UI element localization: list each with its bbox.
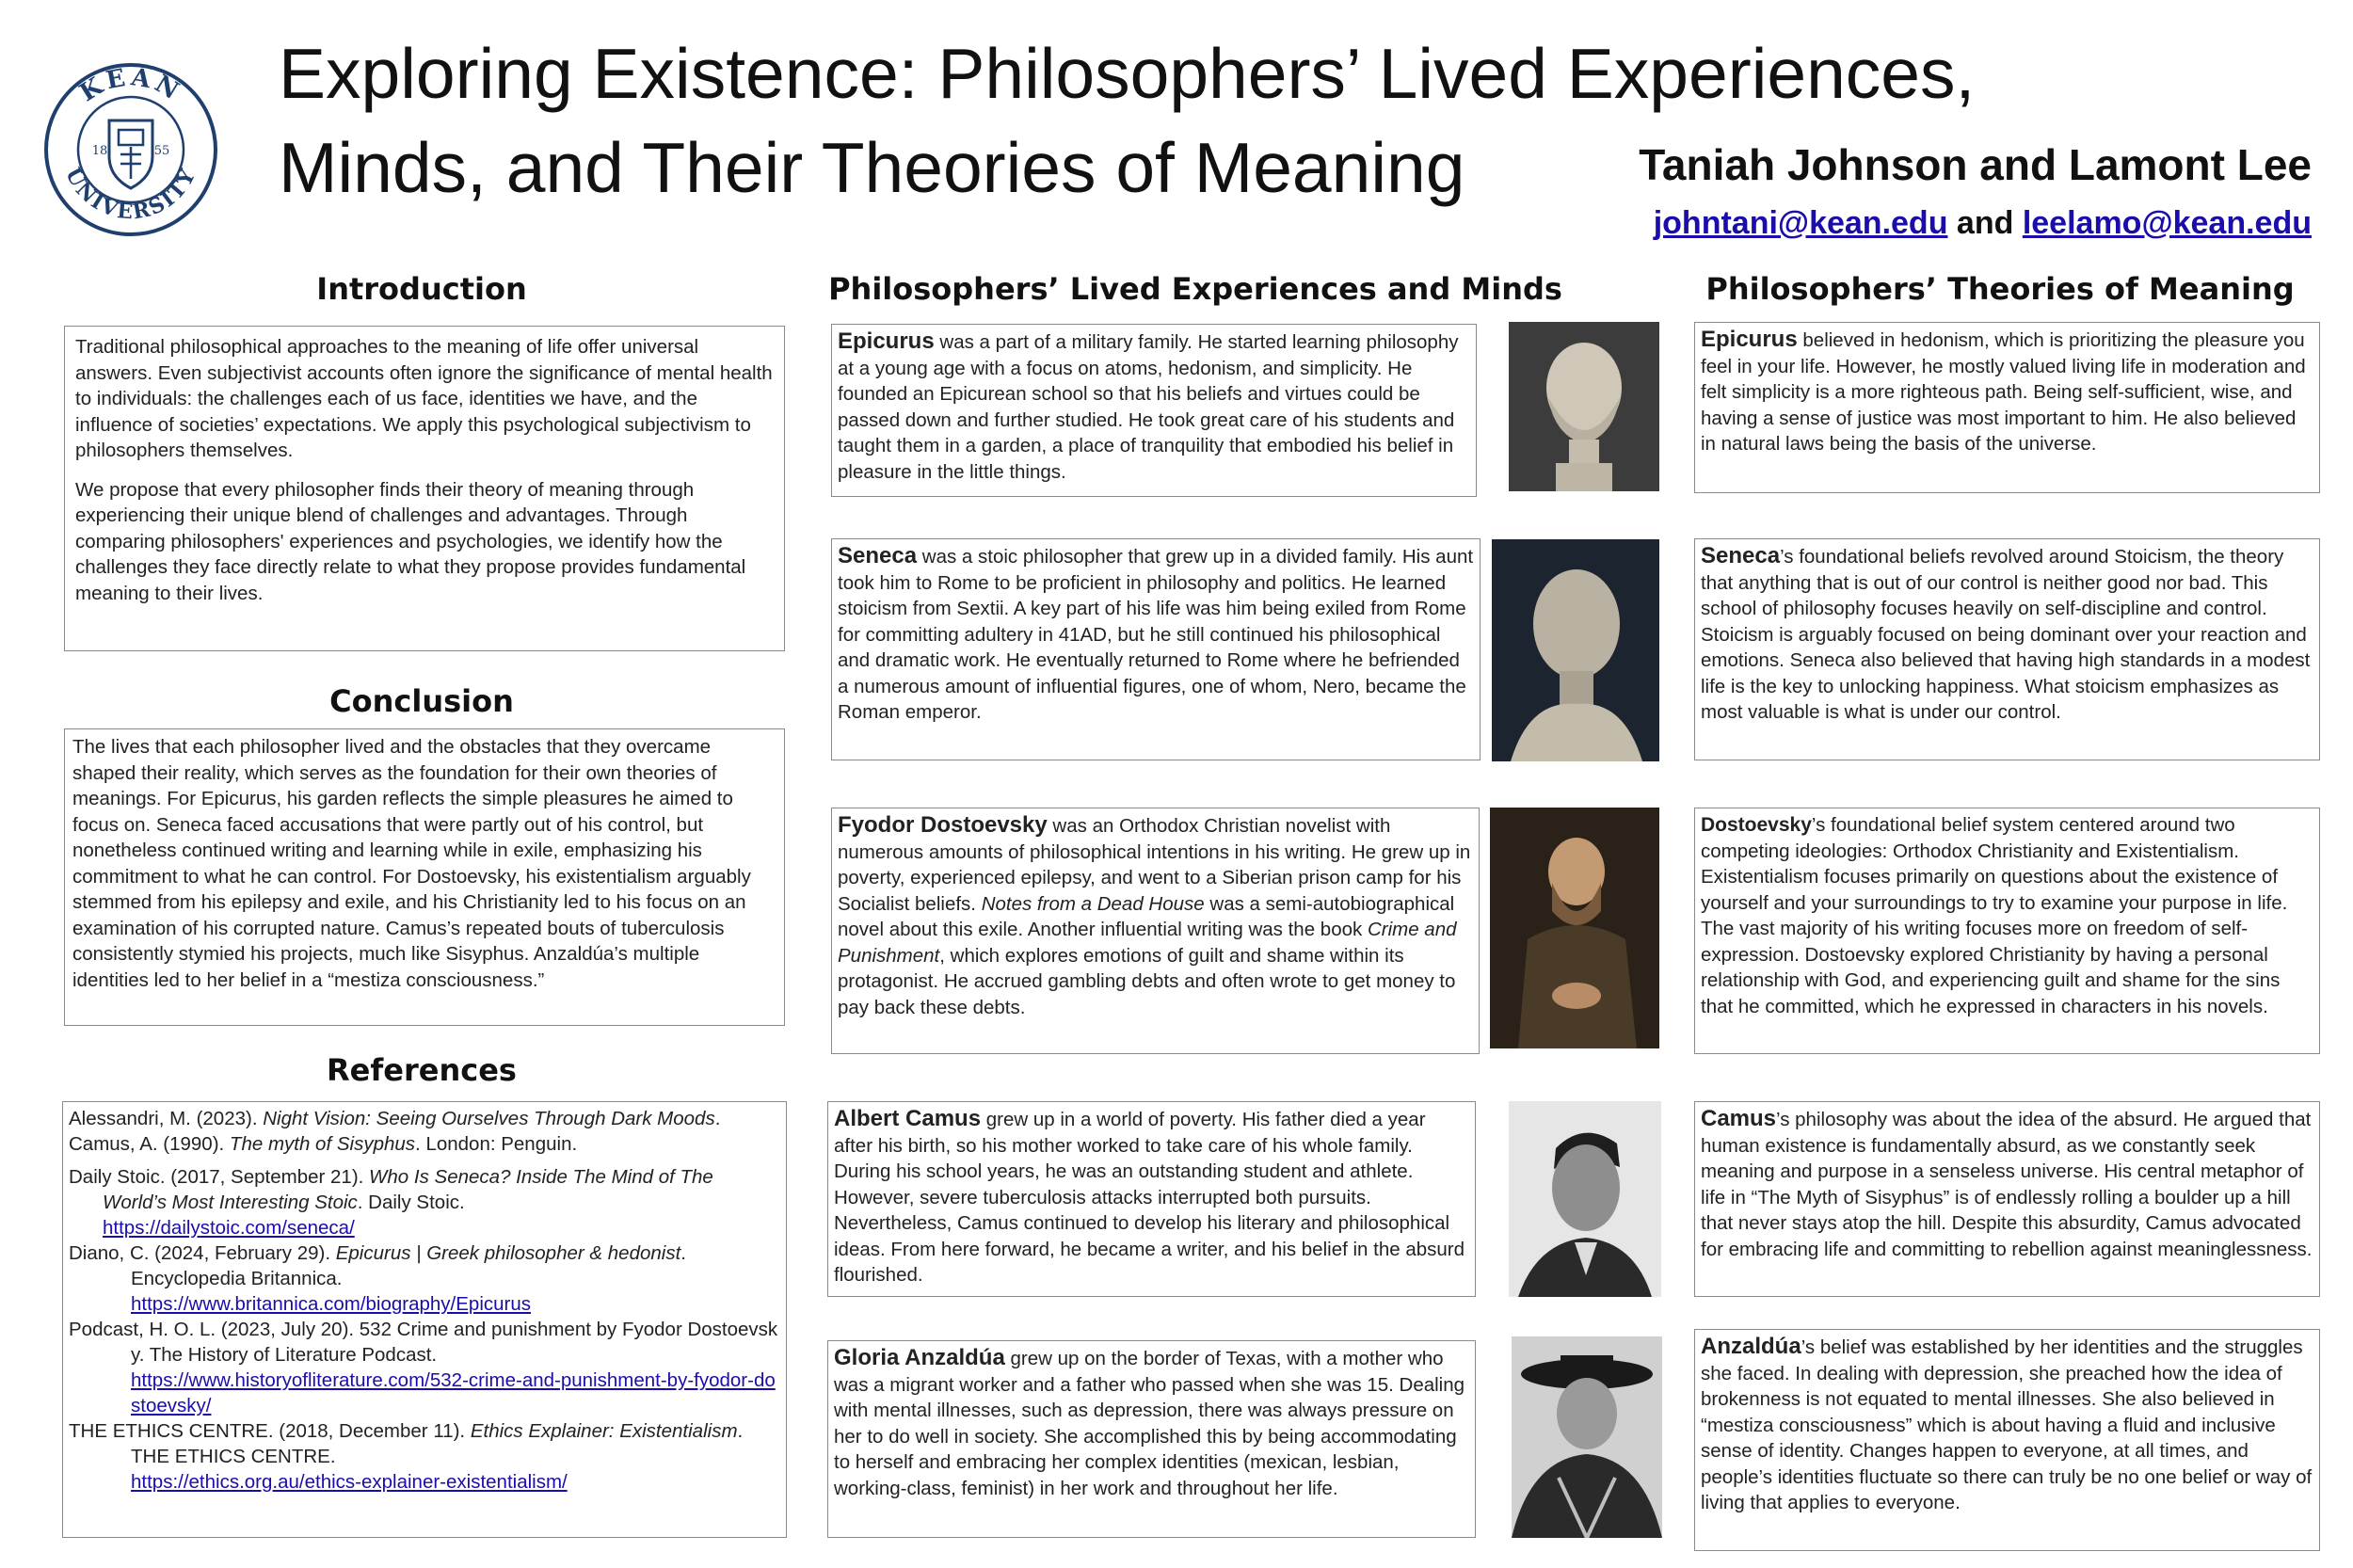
references-heading: References xyxy=(327,1052,517,1088)
experience-seneca-box xyxy=(831,538,1481,760)
theory-dostoevsky-name: Dostoevsky xyxy=(1701,814,1812,836)
experiences-heading: Philosophers’ Lived Experiences and Minds xyxy=(828,271,1562,307)
theory-epicurus-box xyxy=(1694,322,2320,493)
introduction-paragraph-1: Traditional philosophical approaches to the meaning of life offer universal answers. Even subjectivist accounts often ignore the significance of mental health to individuals: the challenges each of us face, identities we have, and the influence of societies’ expectations. We apply this psychological subjectivism to philosophers themselves. xyxy=(75,336,773,461)
logo-year-right: 55 xyxy=(153,144,170,158)
reference-4-link[interactable]: https://www.britannica.com/biography/Epicurus xyxy=(131,1293,532,1315)
reference-4: Diano, C. (2024, February 29). Epicurus | Greek philosopher & hedonist. Encyclopedia Britannica. https://www.britannica.com/biography/Epicurus xyxy=(69,1242,686,1315)
theory-camus-box xyxy=(1694,1101,2320,1297)
experience-camus-box xyxy=(827,1101,1476,1297)
references-box xyxy=(62,1101,787,1538)
theory-anzaldua-box xyxy=(1694,1329,2320,1551)
kean-university-logo xyxy=(43,62,218,237)
theory-seneca-name: Seneca xyxy=(1701,543,1781,568)
theory-seneca-text: ’s foundational beliefs revolved around Stoicism, the theory that anything that is out of our control is neither good nor bad. This school of philosophy focuses heavily on self-discipline and control. Stoicism is arguably focused on being dominant over your reaction and emotions. Seneca also believed that having high standards in a modest life is the key to unlocking happiness. What stoicism emphasizes as most valuable is what is under our control. xyxy=(1701,546,2311,723)
reference-5-link[interactable]: https://www.historyofliterature.com/532-crime-and-punishment-by-fyodor-dostoevsky/ xyxy=(131,1369,776,1416)
author-emails xyxy=(1600,205,2312,242)
conclusion-box xyxy=(64,728,785,1026)
experience-camus-name: Albert Camus xyxy=(834,1106,982,1131)
dostoevsky-portrait-image xyxy=(1490,808,1659,1048)
author-names: Taniah Johnson and Lamont Lee xyxy=(1639,140,2312,189)
title-line-2: Minds, and Their Theories of Meaning xyxy=(279,128,1465,207)
theory-seneca-box xyxy=(1694,538,2320,760)
theory-epicurus-name: Epicurus xyxy=(1701,327,1798,352)
seneca-bust-image xyxy=(1492,539,1659,761)
reference-5: Podcast, H. O. L. (2023, July 20). 532 Crime and punishment by Fyodor Dostoevsky. The History of Literature Podcast. https://www.historyofliterature.com/532-crime-and-punishment-by-fyodor-dostoevsky/ xyxy=(69,1319,778,1416)
reference-6: THE ETHICS CENTRE. (2018, December 11). Ethics Explainer: Existentialism. THE ETHICS CENTRE. https://ethics.org.au/ethics-explainer-existentialism/ xyxy=(69,1420,744,1493)
camus-portrait-image xyxy=(1509,1101,1661,1297)
email-link-lee[interactable]: leelamo@kean.edu xyxy=(2022,205,2312,241)
email-link-johnson[interactable]: johntani@kean.edu xyxy=(1653,205,1948,241)
theory-anzaldua-text: ’s belief was established by her identities and the struggles she faced. In dealing with depression, she preached how the idea of brokenness is not equated to mental illnesses. She also believed in “mestiza consciousness” which is about having a fluid and inclusive sense of identity. Changes happen to everyone, at all times, and people’s identities fluctuate so there can truly be no one belief or way of living that applies to everyone. xyxy=(1701,1336,2313,1513)
experience-dostoevsky-name: Fyodor Dostoevsky xyxy=(838,812,1048,838)
theory-epicurus-text: believed in hedonism, which is prioritizing the pleasure you feel in your life. However, he mostly valued living life in moderation and felt simplicity is a more righteous path. Being self-sufficient, wise, and having a sense of justice was most important to him. He also believed in natural laws being the basis of the universe. xyxy=(1701,329,2306,455)
reference-1: Alessandri, M. (2023). Night Vision: Seeing Ourselves Through Dark Moods. xyxy=(69,1108,721,1129)
title-line-1: Exploring Existence: Philosophers’ Lived Experiences, xyxy=(279,34,1976,113)
experience-dostoevsky-box: Fyodor Dostoevsky was an Orthodox Christian novelist with numerous amounts of philosophical intentions in his writing. He grew up in poverty, experienced epilepsy, and went to a Siberian prison camp for his Socialist beliefs. Notes from a Dead House was a semi-autobiographical novel about this exile. Another influential writing was the book Crime and Punishment, which explores emotions of guilt and shame within its protagonist. He accrued gambling debts and often wrote to get money to pay back these debts. xyxy=(831,808,1480,1054)
reference-3-link[interactable]: https://dailystoic.com/seneca/ xyxy=(103,1217,355,1239)
experience-anzaldua-name: Gloria Anzaldúa xyxy=(834,1345,1005,1370)
logo-text-top: KEAN xyxy=(74,63,187,108)
theory-anzaldua-name: Anzaldúa xyxy=(1701,1334,1801,1359)
experience-seneca-name: Seneca xyxy=(838,543,918,568)
experience-epicurus-text: was a part of a military family. He started learning philosophy at a young age with a focus on atoms, hedonism, and simplicity. He founded an Epicurean school so that his beliefs and virtues could be passed down and further studied. He took great care of his students and taught them in a garden, a place of tranquility that embodied his belief in pleasure in the little things. xyxy=(838,331,1459,483)
theories-heading: Philosophers’ Theories of Meaning xyxy=(1705,271,2295,307)
anzaldua-portrait-image xyxy=(1512,1336,1662,1538)
conclusion-text: The lives that each philosopher lived and the obstacles that they overcame shaped their reality, which serves as the foundation for their own theories of meanings. For Epicurus, his garden reflects the simple pleasures he aimed to focus on. Seneca faced accusations that were partly out of his control, but nonetheless continued writing and learning while in exile, emphasizing his commitment to what he can control. For Dostoevsky, his existentialism arguably stemmed from his epilepsy and exile, and his Christianity led to his focus on an examination of his corrupted nature. Camus’s repeated bouts of tuberculosis consistently stymied his projects, much like Sisyphus. Anzaldúa’s multiple identities led to her belief in a “mestiza consciousness.” xyxy=(72,736,751,991)
conclusion-heading: Conclusion xyxy=(329,683,514,719)
reference-6-link[interactable]: https://ethics.org.au/ethics-explainer-existentialism/ xyxy=(131,1471,568,1493)
theory-dostoevsky-text: ’s foundational belief system centered around two competing ideologies: Orthodox Christianity and Existentialism. Existentialism focuses primarily on questions about the existence of yourself and your surroundings to try to examine your purpose in life. The vast majority of his writing focuses more on freedom of self-expression. Dostoevsky explored Christianity by having a personal relationship with God, and experiencing guilt and shame for the sins that he committed, which he expressed in characters in his novels. xyxy=(1701,814,2288,1017)
introduction-box xyxy=(64,326,785,651)
epicurus-bust-image xyxy=(1509,322,1659,491)
logo-text-bottom: UNIVERSITY xyxy=(60,164,201,225)
experience-anzaldua-text: grew up on the border of Texas, with a mother who was a migrant worker and a father who passed when she was 15. Dealing with mental illnesses, such as depression, there was always pressure on her to do well in society. She accomplished this by being accommodating to herself and embracing her complex identities (mexican, lesbian, working-class, feminist) in her work and throughout her life. xyxy=(834,1348,1465,1499)
theory-camus-name: Camus xyxy=(1701,1106,1777,1131)
experience-epicurus-box xyxy=(831,324,1477,497)
experience-camus-text: grew up in a world of poverty. His father died a year after his birth, so his mother worked to take care of his whole family. During his school years, he was an outstanding student and athlete. However, severe tuberculosis attacks interrupted both pursuits. Nevertheless, Camus continued to develop his literary and philosophical ideas. From here forward, he became a writer, and his belief in the absurd flourished. xyxy=(834,1109,1465,1286)
experience-epicurus-name: Epicurus xyxy=(838,328,935,354)
experience-seneca-text: was a stoic philosopher that grew up in a divided family. His aunt took him to Rome to be proficient in philosophy and politics. He learned stoicism from Sextii. A key part of his life was him being exiled from Rome for committing adultery in 41AD, but he still continued his philosophical and dramatic work. He eventually returned to Rome where he befriended a numerous amount of influential figures, one of whom, Nero, became the Roman emperor. xyxy=(838,546,1474,723)
experience-anzaldua-box xyxy=(827,1340,1476,1538)
reference-3: Daily Stoic. (2017, September 21). Who Is Seneca? Inside The Mind of The World’s Most Interesting Stoic. Daily Stoic. https://dailystoic.com/seneca/ xyxy=(69,1166,713,1239)
theory-camus-text: ’s philosophy was about the idea of the absurd. He argued that human existence is fundamentally absurd, as we constantly seek meaning and purpose in a senseless universe. His central metaphor of life in “The Myth of Sisyphus” is of endlessly rolling a boulder up a hill that never stays atop the hill. Despite this absurdity, Camus advocated for embracing life and committing to rebellion against meaninglessness. xyxy=(1701,1109,2313,1260)
introduction-heading: Introduction xyxy=(316,271,527,307)
theory-dostoevsky-box xyxy=(1694,808,2320,1054)
svg-text:KEAN xyxy=(75,63,187,107)
reference-2: Camus, A. (1990). The myth of Sisyphus. London: Penguin. xyxy=(69,1133,578,1155)
emails-and: and xyxy=(1956,205,2014,241)
logo-year-left: 18 xyxy=(91,144,108,158)
introduction-paragraph-2: We propose that every philosopher finds their theory of meaning through experiencing their unique blend of challenges and advantages. Through comparing philosophers' experiences and psychologies, we identify how the challenges they face directly relate to what they propose provides fundamental meaning to their lives. xyxy=(75,478,746,604)
